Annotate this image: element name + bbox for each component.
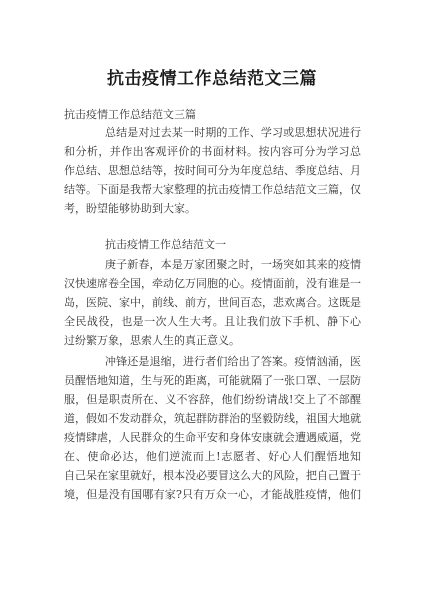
text-line: 考，盼望能够协助到大家。	[64, 202, 196, 215]
text-line: 境，但是没有国哪有家?只有万众一心，才能战胜疫情，他们	[64, 488, 361, 501]
text-line: 冲锋还是退缩，进行者们给出了答案。疫情汹涌，医	[105, 355, 361, 368]
text-line: 服，但是职责所在、义不容辞，他们纷纷请战!交上了不部醒	[64, 393, 361, 406]
text-line: 总结是对过去某一时期的工作、学习或思想状况进行	[105, 126, 361, 139]
text-line: 过纷繁万象，思索人生的真正意义。	[64, 334, 240, 347]
text-line: 全民战役，也是一次人生大考。且让我们放下手机、静下心	[64, 315, 361, 328]
text-line: 疫情肆虐，人民群众的生命平安和身体安康就会遭遇威逼，党	[64, 431, 361, 444]
text-line: 在、使命必达，他们逆流而上!志愿者、好心人们醒悟地知	[64, 450, 361, 463]
text-line: 结等。下面是我帮大家整理的抗击疫情工作总结范文三篇，仅	[64, 183, 361, 196]
text-line: 庚子新春，本是万家团聚之时，一场突如其来的疫情	[105, 258, 361, 271]
document-title: 抗击疫情工作总结范文三篇	[107, 69, 317, 89]
section-heading: 抗击疫情工作总结范文一	[105, 238, 226, 251]
text-line: 作总结、思想总结等，按时间可分为年度总结、季度总结、月	[64, 164, 361, 177]
text-line: 汉快速席卷全国，牵动亿万同胞的心。疫情面前，没有谁是一	[64, 277, 361, 290]
text-line: 和分析，并作出客观评价的书面材料。按内容可分为学习总	[64, 145, 361, 158]
text-line: 岛，医院、家中，前线、前方，世间百态，悲欢离合。这既是	[64, 296, 361, 309]
document-subtitle: 抗击疫情工作总结范文三篇	[64, 108, 196, 121]
text-line: 道，假如不发动群众，筑起群防群治的坚毅防线，祖国大地就	[64, 412, 361, 425]
text-line: 自己呆在家里就好，根本没必要冒这么大的风险，把自己置于	[64, 469, 361, 482]
text-line: 员醒悟地知道，生与死的距离，可能就隔了一张口罩、一层防	[64, 374, 361, 387]
